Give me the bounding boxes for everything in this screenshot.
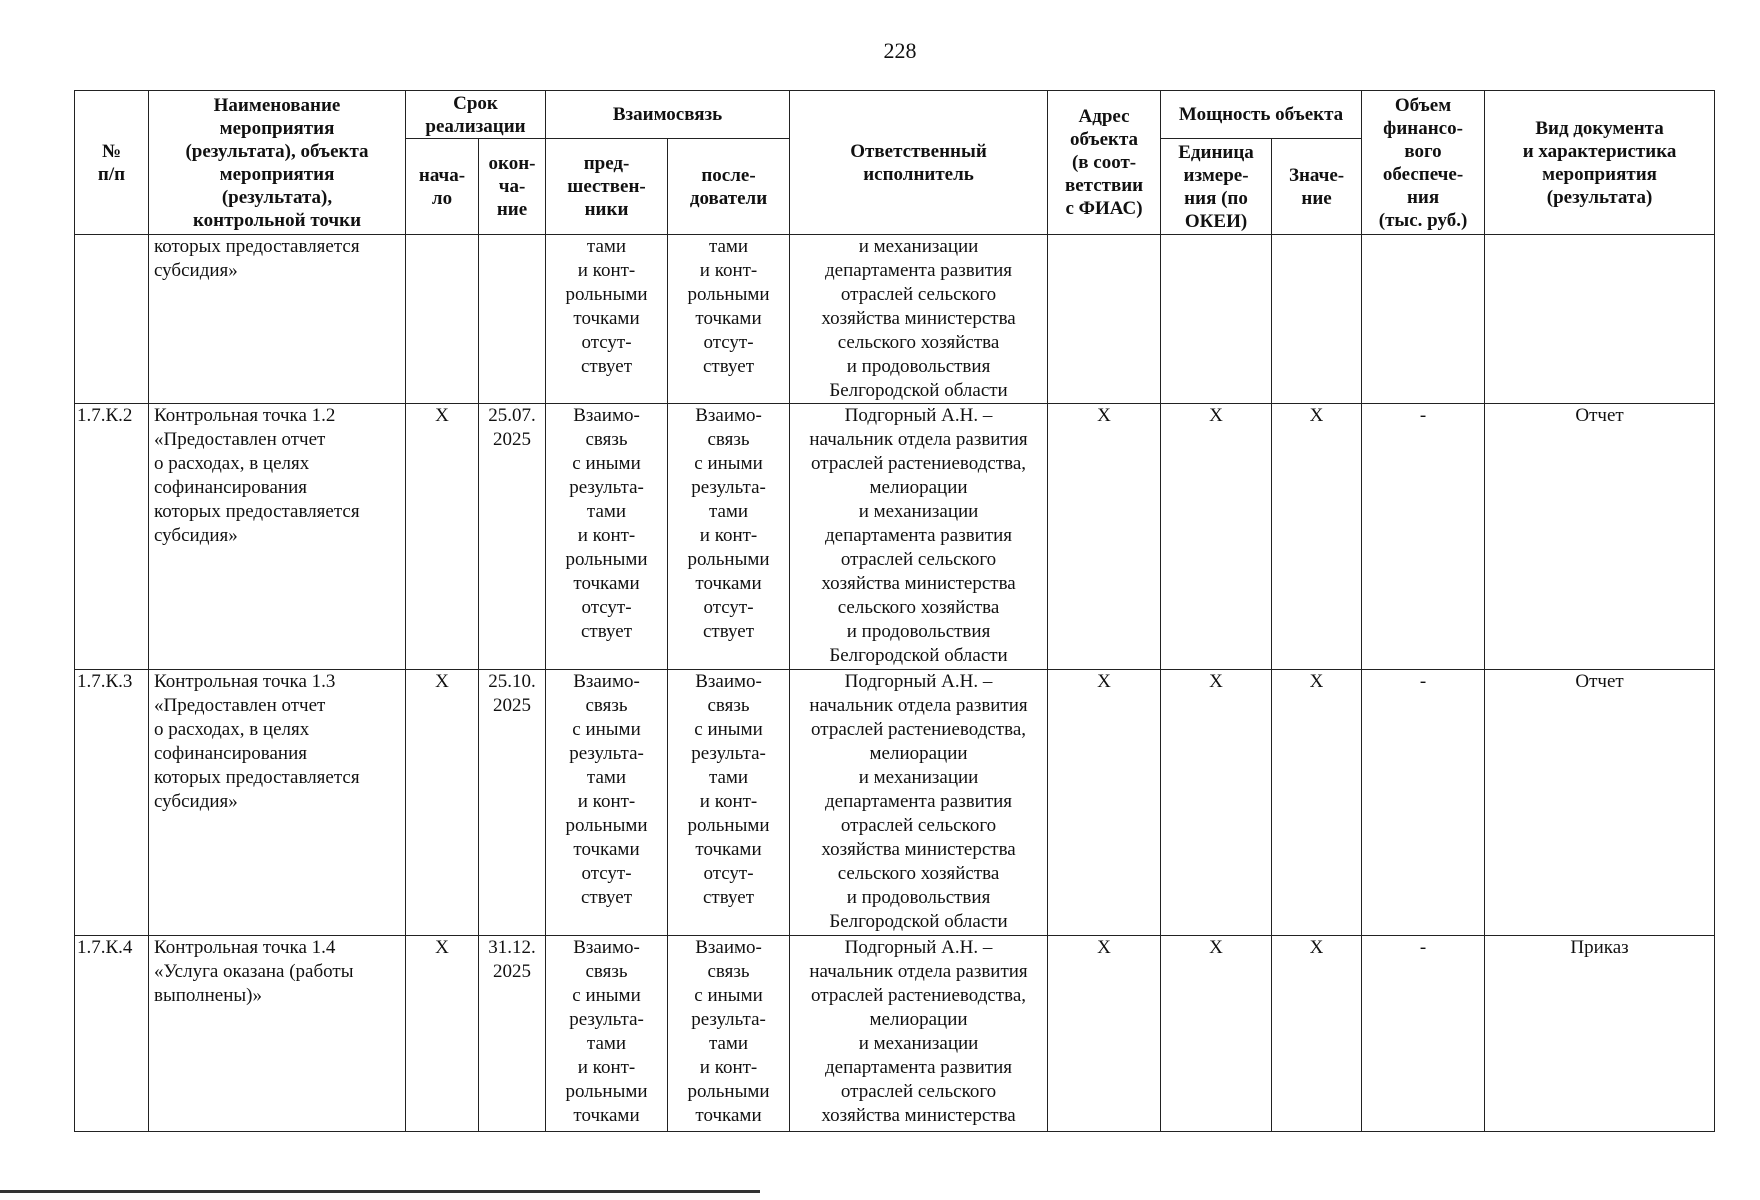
header-executor: Ответственный исполнитель [790,91,1048,235]
cell-funding: - [1362,670,1485,936]
cell-address: X [1048,936,1161,1132]
cell-start: X [406,404,479,670]
activities-table [74,90,1715,1132]
cell-executor: и механизации департамента развития отраслей сельского хозяйства министерства сельского хозяйства и продовольствия Белгородской области [790,235,1048,404]
scan-edge-line [0,1190,760,1193]
cell-prev: Взаимо- связь с иными результа- тами и конт- рольными точками отсут- ствует [546,404,668,670]
cell-doc [1485,235,1715,404]
cell-next: Взаимо- связь с иными результа- тами и конт- рольными точками отсут- ствует [668,404,790,670]
cell-name: Контрольная точка 1.2 «Предоставлен отчет о расходах, в целях софинансирования которых предоставляется субсидия» [149,404,406,670]
cell-prev: Взаимо- связь с иными результа- тами и конт- рольными точками отсут- ствует [546,670,668,936]
cell-next: Взаимо- связь с иными результа- тами и конт- рольными точками отсут- ствует [668,670,790,936]
cell-value: X [1272,404,1362,670]
cell-end: 25.07. 2025 [479,404,546,670]
header-term-start: нача- ло [406,139,479,235]
header-relation-next: после- дователи [668,139,790,235]
header-capacity: Мощность объекта [1161,91,1362,139]
table-row [75,670,1715,936]
cell-name: Контрольная точка 1.4 «Услуга оказана (работы выполнены)» [149,936,406,1132]
header-relation: Взаимосвязь [546,91,790,139]
cell-executor: Подгорный А.Н. – начальник отдела развития отраслей растениеводства, мелиорации и механизации департамента развития отраслей сельского хозяйства министерства сельского хозяйства и продовольствия Белгородской области [790,404,1048,670]
cell-start: X [406,670,479,936]
table-header [75,91,1715,235]
header-address: Адрес объекта (в соот- ветствии с ФИАС) [1048,91,1161,235]
header-capacity-unit: Единица измере- ния (по ОКЕИ) [1161,139,1272,235]
header-funding: Объем финансо- вого обеспече- ния (тыс. руб.) [1362,91,1485,235]
cell-address: X [1048,404,1161,670]
cell-funding: - [1362,936,1485,1132]
table-row [75,235,1715,404]
cell-unit: X [1161,936,1272,1132]
cell-next: тами и конт- рольными точками отсут- ствует [668,235,790,404]
cell-unit: X [1161,404,1272,670]
cell-funding [1362,235,1485,404]
cell-funding: - [1362,404,1485,670]
cell-name: Контрольная точка 1.3 «Предоставлен отчет о расходах, в целях софинансирования которых предоставляется субсидия» [149,670,406,936]
cell-end: 31.12. 2025 [479,936,546,1132]
cell-executor: Подгорный А.Н. – начальник отдела развития отраслей растениеводства, мелиорации и механизации департамента развития отраслей сельского хозяйства министерства [790,936,1048,1132]
cell-value: X [1272,670,1362,936]
cell-unit: X [1161,670,1272,936]
cell-prev: Взаимо- связь с иными результа- тами и конт- рольными точками [546,936,668,1132]
cell-start: X [406,936,479,1132]
header-term: Срок реализации [406,91,546,139]
header-name: Наименование мероприятия (результата), объекта мероприятия (результата), контрольной точки [149,91,406,235]
cell-num: 1.7.К.3 [75,670,149,936]
cell-doc: Приказ [1485,936,1715,1132]
cell-address: X [1048,670,1161,936]
table-row [75,404,1715,670]
cell-name: которых предоставляется субсидия» [149,235,406,404]
cell-doc: Отчет [1485,404,1715,670]
header-relation-prev: пред- шествен- ники [546,139,668,235]
cell-start [406,235,479,404]
cell-num: 1.7.К.2 [75,404,149,670]
cell-num: 1.7.К.4 [75,936,149,1132]
header-num: № п/п [75,91,149,235]
cell-num [75,235,149,404]
header-term-end: окон- ча- ние [479,139,546,235]
header-doc-type: Вид документа и характеристика мероприятия (результата) [1485,91,1715,235]
cell-unit [1161,235,1272,404]
cell-doc: Отчет [1485,670,1715,936]
cell-prev: тами и конт- рольными точками отсут- ствует [546,235,668,404]
cell-value: X [1272,936,1362,1132]
cell-end [479,235,546,404]
cell-address [1048,235,1161,404]
cell-end: 25.10. 2025 [479,670,546,936]
table-row [75,936,1715,1132]
page-number: 228 [883,38,917,63]
cell-next: Взаимо- связь с иными результа- тами и конт- рольными точками [668,936,790,1132]
header-capacity-value: Значе- ние [1272,139,1362,235]
cell-value [1272,235,1362,404]
cell-executor: Подгорный А.Н. – начальник отдела развития отраслей растениеводства, мелиорации и механизации департамента развития отраслей сельского хозяйства министерства сельского хозяйства и продовольствия Белгородской области [790,670,1048,936]
